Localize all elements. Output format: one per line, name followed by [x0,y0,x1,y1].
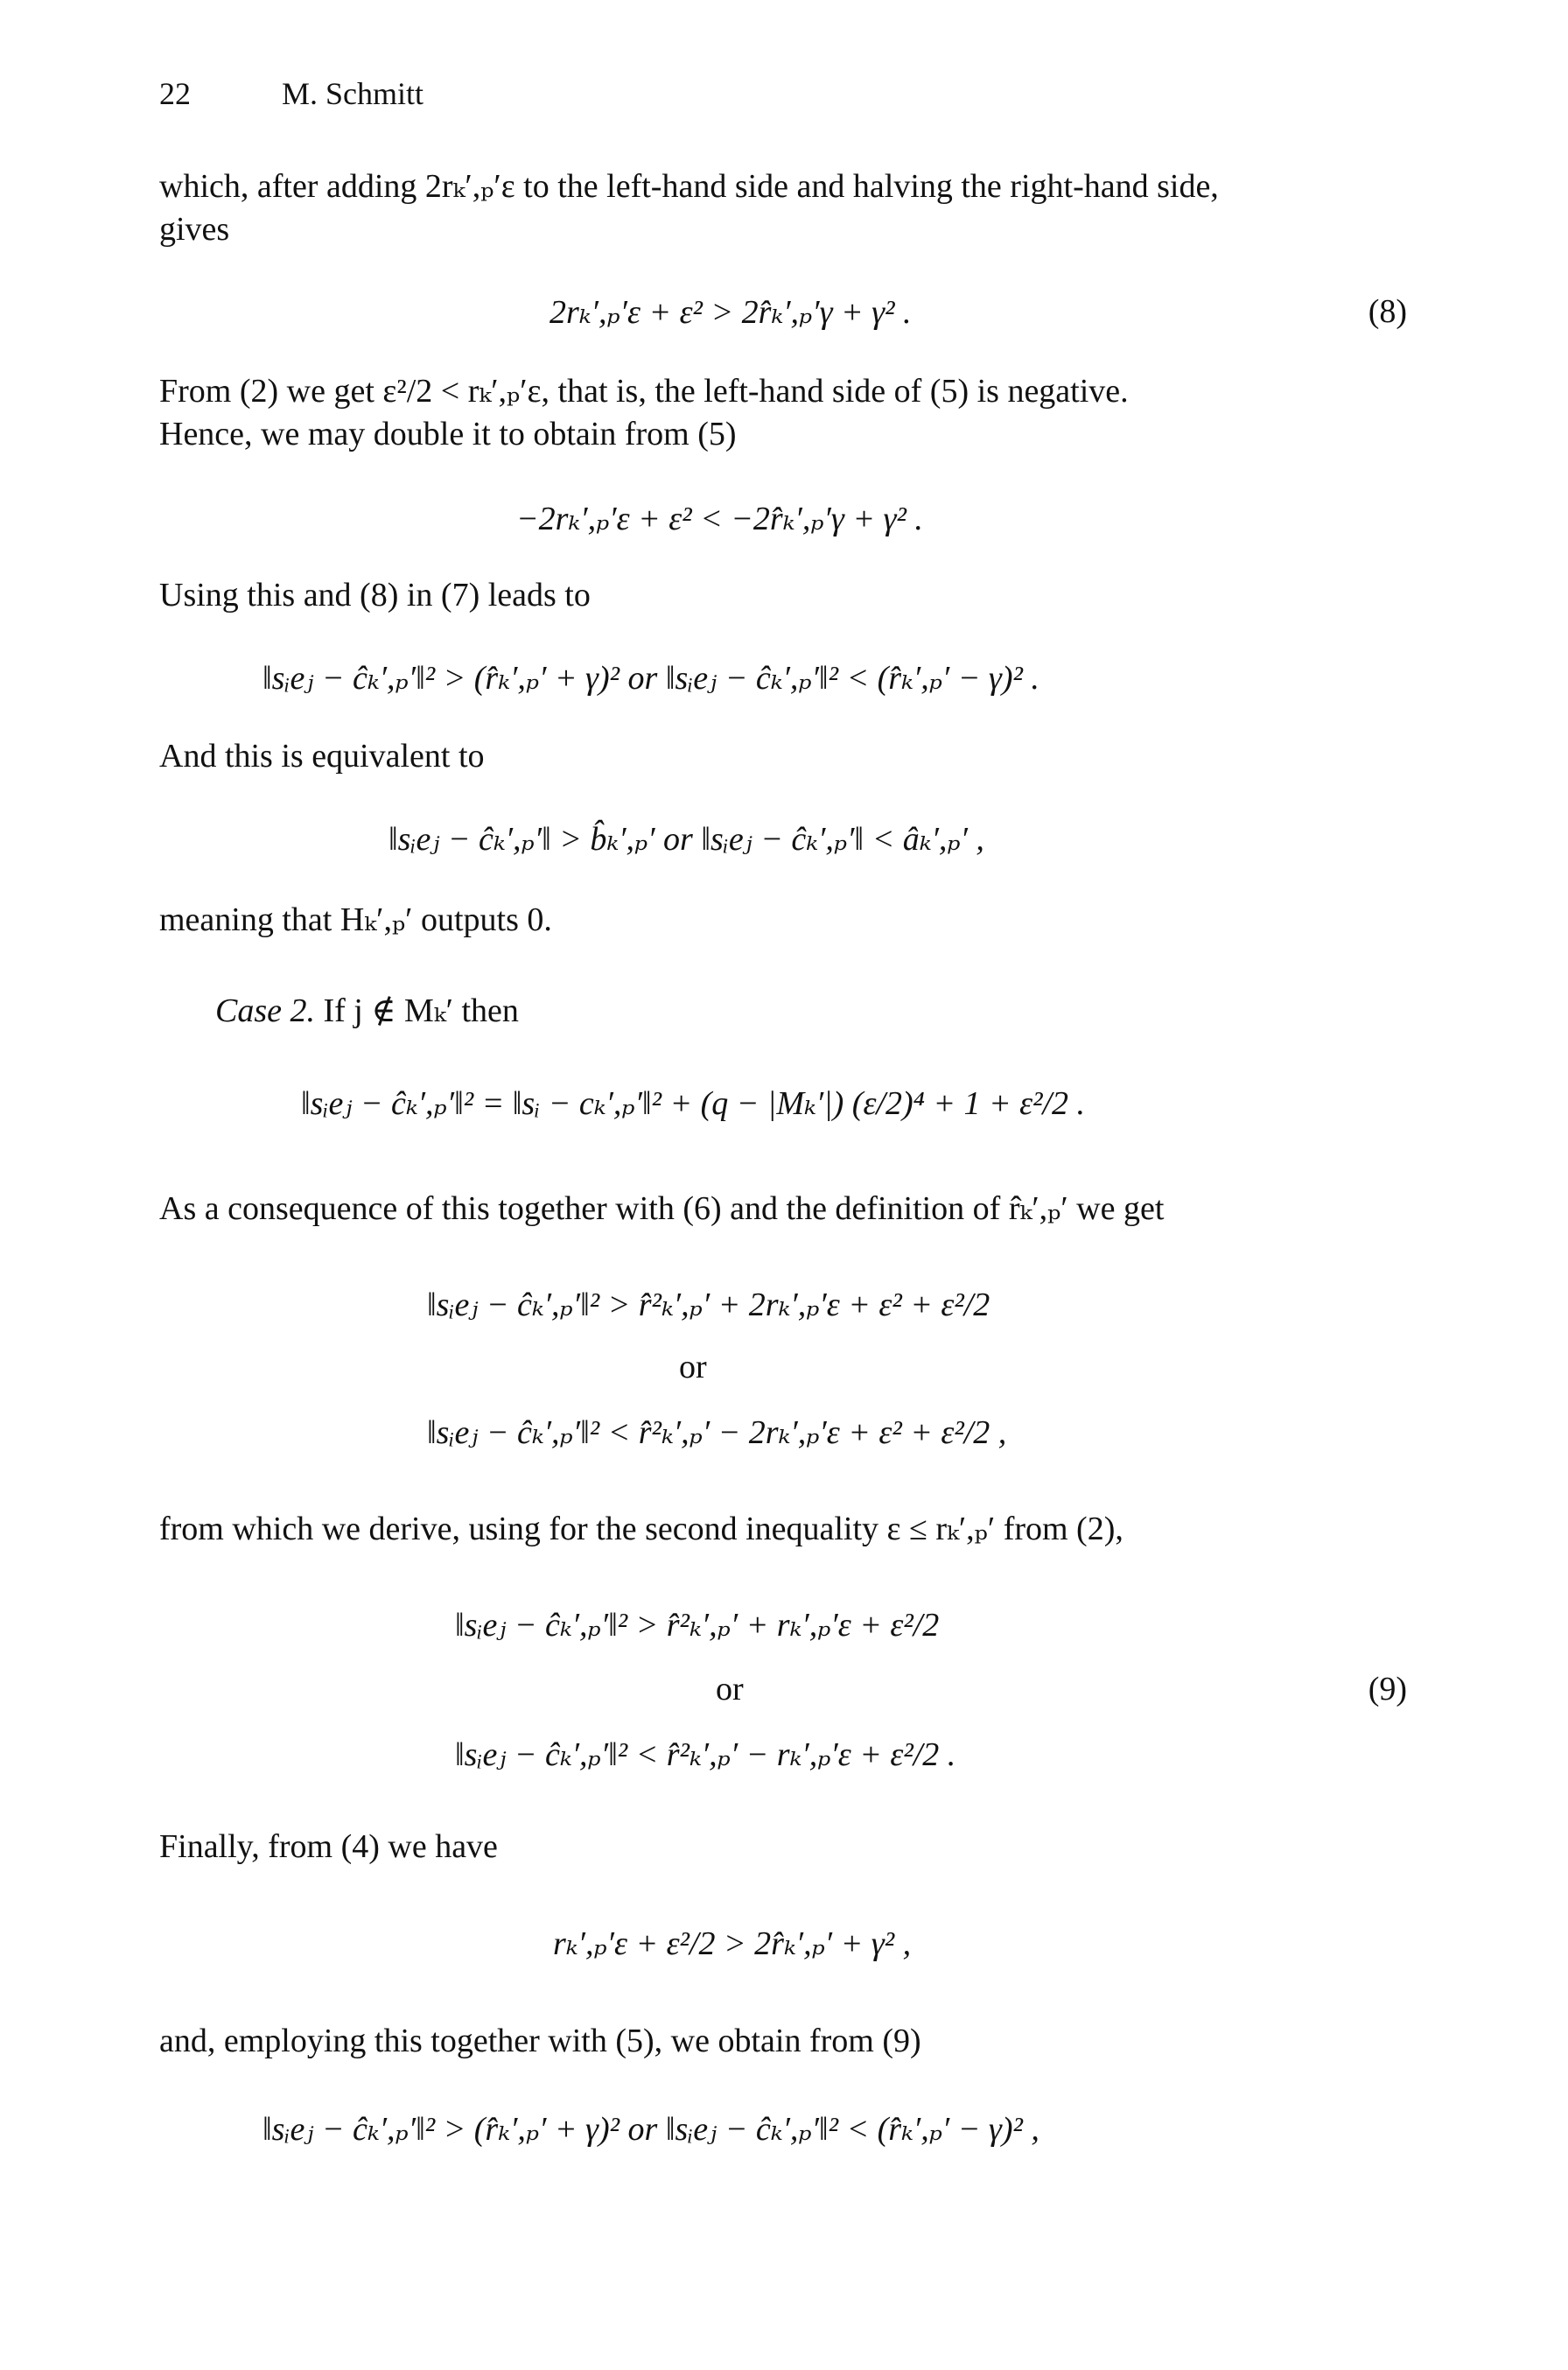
equation-number-8: (8) [1368,293,1407,330]
equation-9-lower: ‖sᵢeⱼ − ĉₖ′,ₚ′‖² < r̂²ₖ′,ₚ′ − rₖ′,ₚ′ε + ε²/2 . [455,1736,956,1773]
paragraph-line: Hence, we may double it to obtain from (5) [159,416,737,452]
equation-doubled: −2rₖ′,ₚ′ε + ε² < −2r̂ₖ′,ₚ′γ + γ² . [516,501,923,537]
case-text: If j ∉ Mₖ′ then [315,992,519,1029]
equation-norm-bounds: ‖sᵢeⱼ − ĉₖ′,ₚ′‖² > (r̂ₖ′,ₚ′ + γ)² or ‖sᵢeⱼ − ĉₖ′,ₚ′‖² < (r̂ₖ′,ₚ′ − γ)² . [262,660,1040,697]
equation-from-4: rₖ′,ₚ′ε + ε²/2 > 2r̂ₖ′,ₚ′ + γ² , [553,1925,912,1962]
paragraph-line: gives [159,211,230,248]
paragraph-line: As a consequence of this together with (6) and the definition of r̂ₖ′,ₚ′ we get [159,1190,1165,1227]
paragraph-line: and, employing this together with (5), we obtain from (9) [159,2023,921,2059]
page-number: 22 [159,76,191,111]
paragraph-line: which, after adding 2rₖ′,ₚ′ε to the left-hand side and halving the right-hand side, [159,168,1219,205]
equation-case2: ‖sᵢeⱼ − ĉₖ′,ₚ′‖² = ‖sᵢ − cₖ′,ₚ′‖² + (q − |Mₖ′|) (ε/2)⁴ + 1 + ε²/2 . [301,1085,1086,1122]
paragraph-line: Using this and (8) in (7) leads to [159,577,591,614]
equation-lower-bound: ‖sᵢeⱼ − ĉₖ′,ₚ′‖² < r̂²ₖ′,ₚ′ − 2rₖ′,ₚ′ε + ε² + ε²/2 , [427,1414,1007,1451]
running-header [159,75,424,112]
paragraph-line: And this is equivalent to [159,738,485,775]
equation-8: 2rₖ′,ₚ′ε + ε² > 2r̂ₖ′,ₚ′γ + γ² . [550,294,912,331]
case-label: Case 2. [215,992,315,1029]
equation-number-9: (9) [1368,1671,1407,1707]
equation-9-upper: ‖sᵢeⱼ − ĉₖ′,ₚ′‖² > r̂²ₖ′,ₚ′ + rₖ′,ₚ′ε + ε²/2 [455,1607,940,1644]
paragraph-line: From (2) we get ε²/2 < rₖ′,ₚ′ε, that is, the left-hand side of (5) is negative. [159,373,1129,410]
running-author: M. Schmitt [282,76,424,111]
or-word: or [716,1671,744,1707]
case-heading [215,991,519,1030]
or-word: or [679,1349,707,1385]
equation-final: ‖sᵢeⱼ − ĉₖ′,ₚ′‖² > (r̂ₖ′,ₚ′ + γ)² or ‖sᵢeⱼ − ĉₖ′,ₚ′‖² < (r̂ₖ′,ₚ′ − γ)² , [262,2111,1040,2148]
paragraph-line: Finally, from (4) we have [159,1828,498,1865]
paragraph-line: from which we derive, using for the second inequality ε ≤ rₖ′,ₚ′ from (2), [159,1511,1124,1547]
paragraph-line: meaning that Hₖ′,ₚ′ outputs 0. [159,901,552,938]
equation-upper-bound: ‖sᵢeⱼ − ĉₖ′,ₚ′‖² > r̂²ₖ′,ₚ′ + 2rₖ′,ₚ′ε + ε² + ε²/2 [427,1287,990,1323]
equation-equivalent: ‖sᵢeⱼ − ĉₖ′,ₚ′‖ > b̂ₖ′,ₚ′ or ‖sᵢeⱼ − ĉₖ′,ₚ′‖ < âₖ′,ₚ′ , [388,821,984,858]
